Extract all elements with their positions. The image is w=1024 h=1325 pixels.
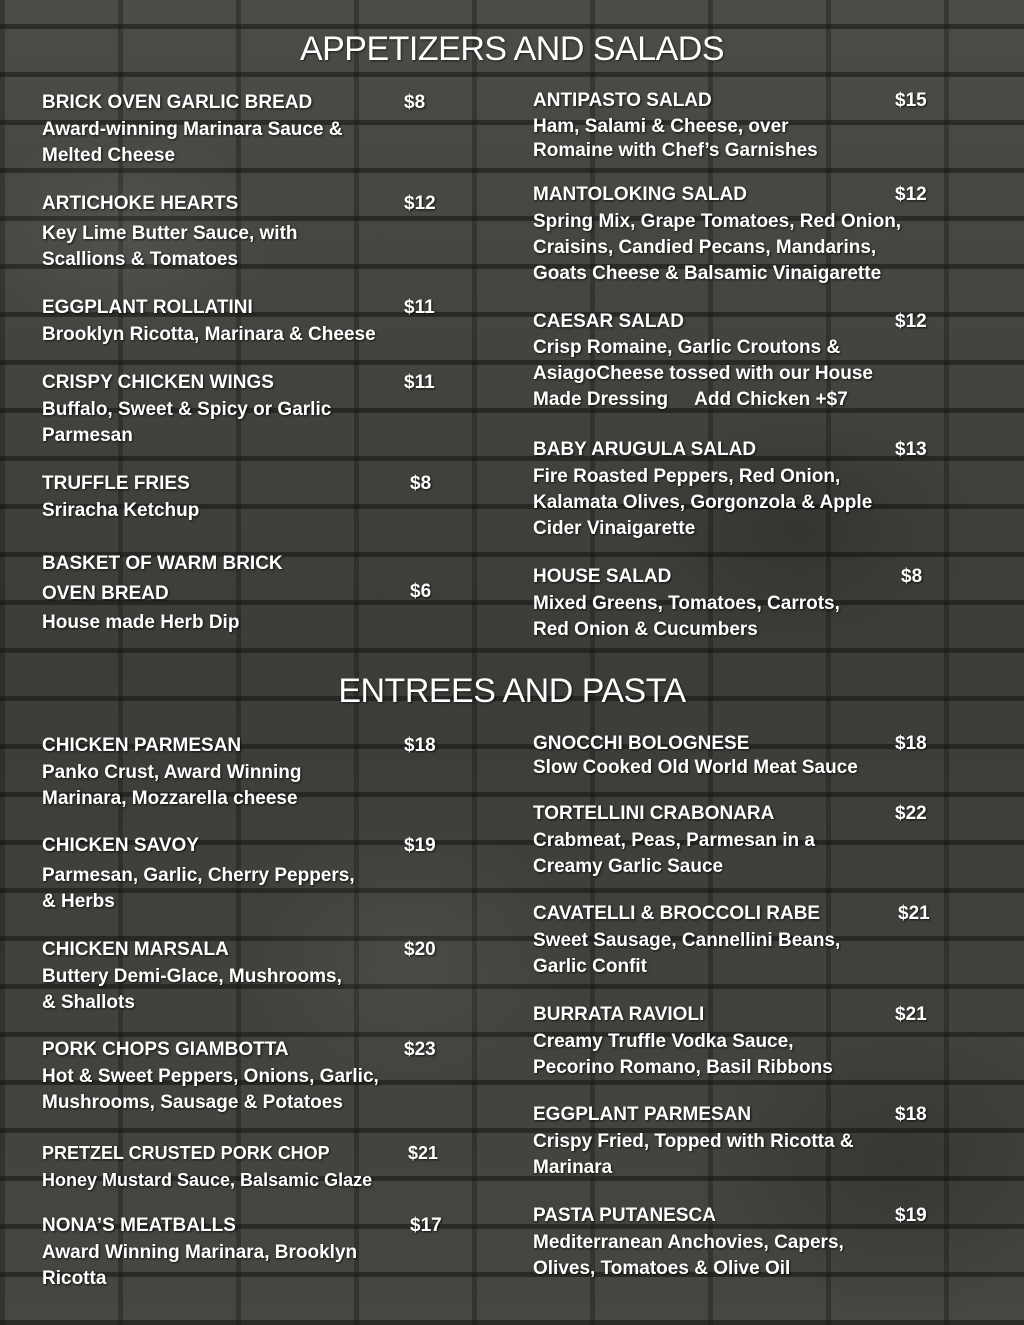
item-price: $12 [895, 311, 927, 332]
menu-item-caesar-salad [533, 309, 993, 413]
menu-item-bread-basket [42, 549, 502, 636]
menu-item-pretzel-pork-chop [42, 1140, 502, 1193]
menu-item-gnocchi-bolognese [533, 731, 993, 781]
section-title-appetizers: APPETIZERS AND SALADS [299, 30, 725, 68]
item-price: $8 [410, 473, 432, 494]
item-description: Fire Roasted Peppers, Red Onion, Kalamata Olives, Gorgonzola & Apple Cider Vinaigarette [533, 466, 873, 539]
menu-item-tortellini-crabonara [533, 801, 993, 880]
menu-item-antipasto-salad [533, 88, 993, 163]
item-description: Key Lime Butter Sauce, with Scallions & Tomatoes [42, 223, 298, 270]
item-price: $13 [895, 439, 927, 460]
item-description: Award-winning Marinara Sauce & Melted Cheese [42, 119, 343, 166]
item-name: MANTOLOKING SALAD [533, 184, 747, 205]
item-description: Brooklyn Ricotta, Marinara & Cheese [42, 324, 376, 345]
item-name: BRICK OVEN GARLIC BREAD [42, 92, 313, 113]
item-price: $12 [404, 193, 436, 214]
item-price: $20 [404, 939, 436, 960]
item-name: EGGPLANT PARMESAN [533, 1104, 752, 1125]
item-price: $19 [895, 1205, 927, 1226]
menu-item-house-salad [533, 564, 993, 643]
menu-item-burrata-ravioli [533, 1002, 993, 1081]
menu-item-garlic-bread [42, 90, 502, 169]
menu-item-chicken-savoy [42, 833, 502, 915]
item-name: TORTELLINI CRABONARA [533, 803, 775, 824]
item-description: Panko Crust, Award Winning Marinara, Mozzarella cheese [42, 762, 302, 809]
item-name: GNOCCHI BOLOGNESE [533, 733, 750, 754]
item-name: CAVATELLI & BROCCOLI RABE [533, 903, 821, 924]
item-name: CHICKEN PARMESAN [42, 735, 242, 756]
item-description: Ham, Salami & Cheese, over Romaine with Chef’s Garnishes [533, 116, 818, 161]
item-addon: Add Chicken +$7 [694, 389, 848, 410]
menu-item-eggplant-parmesan [533, 1102, 993, 1181]
item-name: ARTICHOKE HEARTS [42, 193, 239, 214]
item-name: NONA’S MEATBALLS [42, 1215, 236, 1236]
item-name: CHICKEN MARSALA [42, 939, 229, 960]
item-name: PRETZEL CRUSTED PORK CHOP [42, 1143, 330, 1163]
menu-item-pasta-putanesca [533, 1203, 993, 1282]
menu-item-cavatelli-broccoli-rabe [533, 901, 993, 980]
menu-item-artichoke-hearts [42, 191, 502, 273]
menu-item-nonas-meatballs [42, 1213, 502, 1292]
item-description: Slow Cooked Old World Meat Sauce [533, 757, 858, 778]
item-price: $18 [895, 733, 927, 754]
item-price: $12 [895, 184, 927, 205]
item-price: $6 [410, 581, 432, 602]
item-price: $23 [404, 1039, 436, 1060]
item-price: $8 [404, 92, 426, 113]
item-price: $21 [898, 903, 930, 924]
menu-item-baby-arugula-salad [533, 437, 993, 542]
item-price: $15 [895, 90, 927, 111]
item-name: TRUFFLE FRIES [42, 473, 190, 494]
item-name: BASKET OF WARM BRICK OVEN BREAD [42, 553, 283, 604]
item-description: Creamy Truffle Vodka Sauce, Pecorino Romano, Basil Ribbons [533, 1031, 833, 1078]
section-title-entrees: ENTREES AND PASTA [338, 672, 686, 710]
item-name: HOUSE SALAD [533, 566, 672, 587]
item-description: Buffalo, Sweet & Spicy or Garlic Parmesan [42, 399, 332, 446]
menu-item-chicken-wings [42, 370, 502, 449]
item-description: Parmesan, Garlic, Cherry Peppers, & Herbs [42, 865, 355, 912]
item-name: EGGPLANT ROLLATINI [42, 297, 253, 318]
item-description: Crabmeat, Peas, Parmesan in a Creamy Garlic Sauce [533, 830, 815, 877]
item-name: ANTIPASTO SALAD [533, 90, 712, 111]
item-price: $18 [404, 735, 436, 756]
item-description: Crisp Romaine, Garlic Croutons & AsiagoCheese tossed with our House Made Dressing [533, 337, 873, 410]
menu-item-chicken-parmesan [42, 733, 502, 812]
menu-item-pork-chops-giambotta [42, 1037, 502, 1116]
item-name: BABY ARUGULA SALAD [533, 439, 757, 460]
item-description: Crispy Fried, Topped with Ricotta & Marinara [533, 1131, 854, 1178]
item-description: Buttery Demi-Glace, Mushrooms, & Shallots [42, 966, 342, 1013]
item-name: CRISPY CHICKEN WINGS [42, 372, 274, 393]
item-description: Sweet Sausage, Cannellini Beans, Garlic Confit [533, 930, 841, 977]
item-description: Honey Mustard Sauce, Balsamic Glaze [42, 1170, 373, 1190]
item-description: Spring Mix, Grape Tomatoes, Red Onion, Craisins, Candied Pecans, Mandarins, Goats Cheese & Balsamic Vinaigarette [533, 211, 902, 284]
item-price: $11 [404, 297, 435, 318]
item-price: $11 [404, 372, 435, 393]
item-name: CAESAR SALAD [533, 311, 684, 332]
item-description: Mediterranean Anchovies, Capers, Olives, Tomatoes & Olive Oil [533, 1232, 844, 1279]
menu-item-eggplant-rollatini [42, 295, 502, 348]
item-name: CHICKEN SAVOY [42, 835, 199, 856]
item-price: $21 [895, 1004, 927, 1025]
item-description: Hot & Sweet Peppers, Onions, Garlic, Mushrooms, Sausage & Potatoes [42, 1066, 379, 1113]
item-price: $22 [895, 803, 927, 824]
item-price: $18 [895, 1104, 927, 1125]
menu-item-truffle-fries [42, 471, 502, 524]
item-description: Sriracha Ketchup [42, 500, 200, 521]
menu-item-chicken-marsala [42, 937, 502, 1016]
item-description: Award Winning Marinara, Brooklyn Ricotta [42, 1242, 358, 1289]
item-name: PORK CHOPS GIAMBOTTA [42, 1039, 289, 1060]
item-name: BURRATA RAVIOLI [533, 1004, 705, 1025]
item-price: $21 [408, 1143, 439, 1163]
item-price: $17 [410, 1215, 442, 1236]
item-description: House made Herb Dip [42, 612, 240, 633]
menu-item-mantoloking-salad [533, 182, 993, 287]
item-name: PASTA PUTANESCA [533, 1205, 716, 1226]
item-price: $19 [404, 835, 436, 856]
item-price: $8 [901, 566, 923, 587]
item-description: Mixed Greens, Tomatoes, Carrots, Red Onion & Cucumbers [533, 593, 840, 640]
